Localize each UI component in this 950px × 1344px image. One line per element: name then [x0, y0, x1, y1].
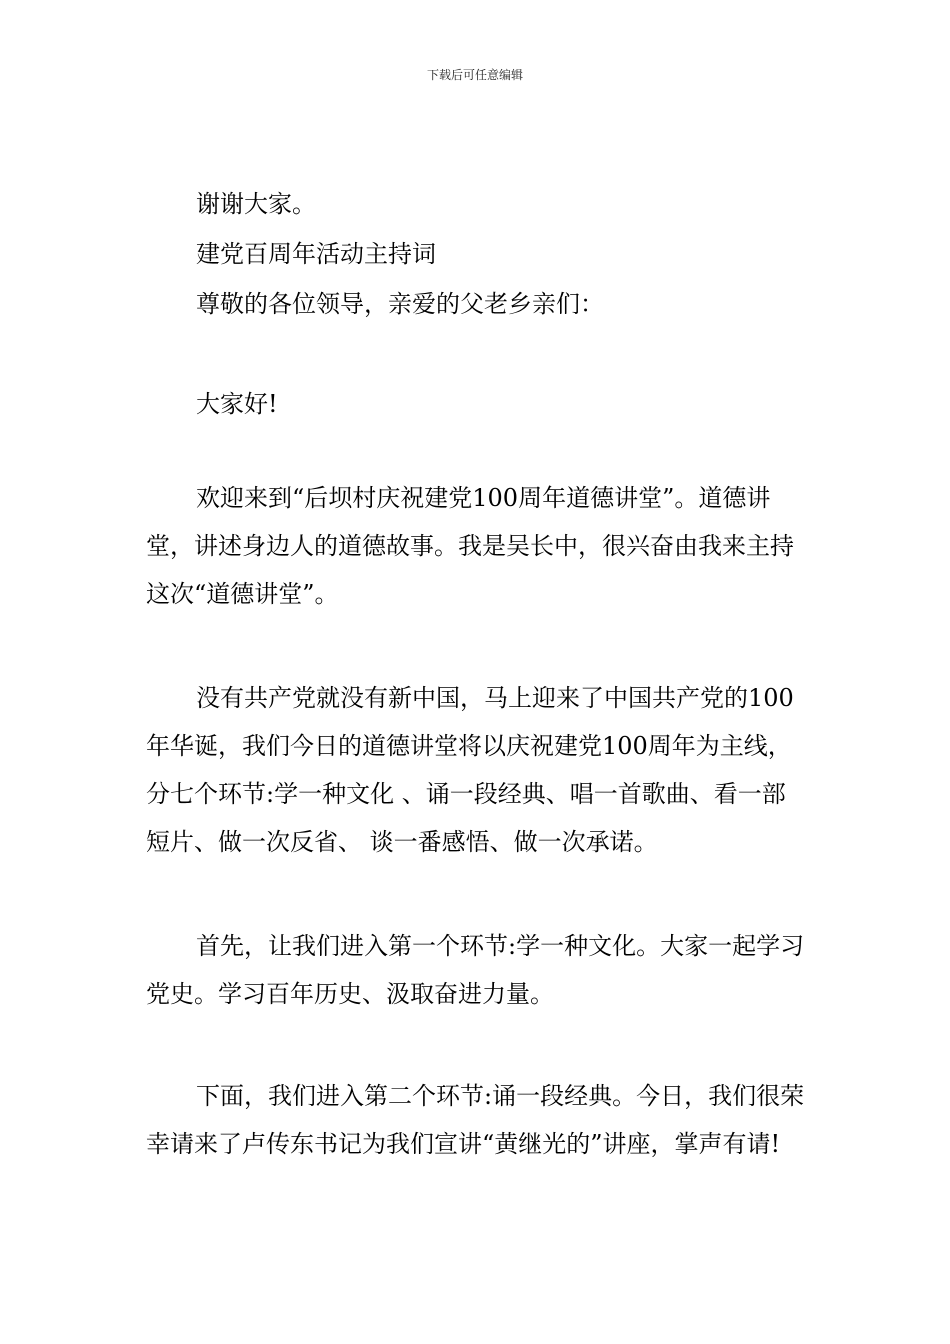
- greeting: 大家好!: [196, 390, 278, 418]
- paragraph-first-segment: 首先，让我们进入第一个环节:学一种文化。大家一起学习党史。学习百年历史、汲取奋进力量。: [146, 932, 805, 1008]
- salutation: 尊敬的各位领导，亲爱的父老乡亲们：: [196, 290, 604, 318]
- document-title: 建党百周年活动主持词: [196, 240, 436, 268]
- paragraph-second-segment: 下面，我们进入第二个环节:诵一段经典。今日，我们很荣幸请来了卢传东书记为我们宣讲“黄继光的”讲座，掌声有请!: [146, 1082, 805, 1158]
- paragraph-welcome: 欢迎来到“后坝村庆祝建党100周年道德讲堂”。道德讲堂，讲述身边人的道德故事。我是吴长中，很兴奋由我来主持这次“道德讲堂”。: [146, 484, 794, 608]
- paragraph-introduction: 没有共产党就没有新中国，马上迎来了中国共产党的100年华诞，我们今日的道德讲堂将以庆祝建党100周年为主线，分七个环节:学一种文化 、诵一段经典、唱一首歌曲、看一部短片、做一次反省、 谈一番感悟、做一次承诺。: [146, 684, 794, 856]
- closing-line: 谢谢大家。: [196, 190, 316, 218]
- page-header: 下载后可任意编辑: [426, 68, 523, 82]
